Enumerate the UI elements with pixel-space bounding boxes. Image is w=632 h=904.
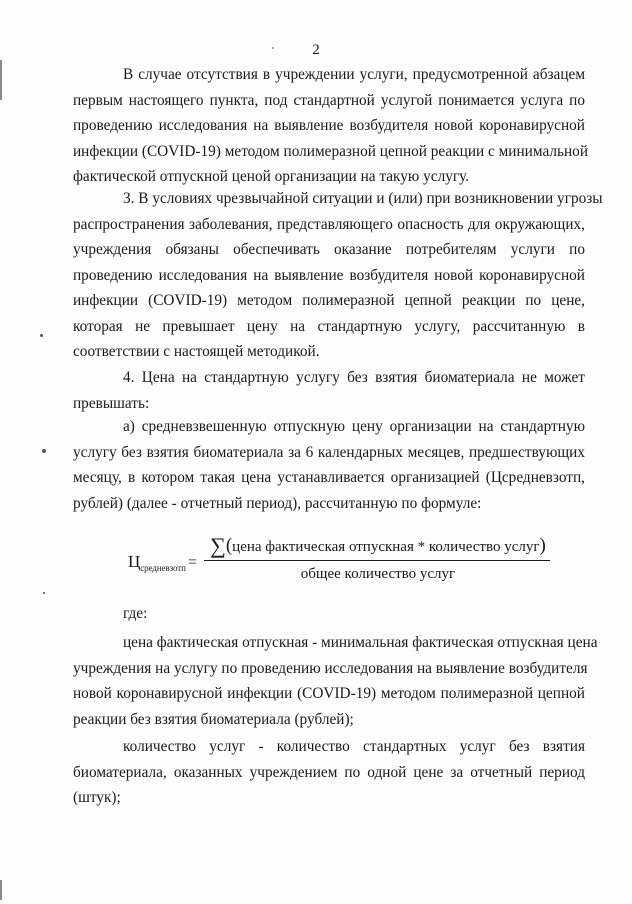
text-line: биоматериала, оказанных учреждением по одной цене за отчетный период (73, 763, 585, 781)
where-block (73, 601, 585, 627)
text-line: проведению исследования на выявление возбудителя новой коронавирусной (73, 117, 585, 134)
formula-numerator-text: цена фактическая отпускная * количество услуг (232, 539, 540, 555)
text-line: проведению исследования на выявление возбудителя новой коронавирусной (73, 266, 585, 284)
formula-denominator: общее количество услуг (300, 566, 456, 582)
paragraph-subitem-a (73, 414, 585, 516)
definition-actual-price (73, 630, 598, 732)
sigma-symbol: ∑ (210, 533, 226, 558)
text-line: услугу без взятия биоматериала за 6 календарных месяцев, предшествующих (73, 443, 585, 461)
text-line: превышать: (73, 394, 150, 412)
definition-service-count (73, 734, 585, 811)
scan-edge-mark (0, 880, 2, 900)
scan-edge-mark (0, 60, 2, 100)
text-line: цена фактическая отпускная - минимальная фактическая отпускная цена (123, 634, 598, 651)
scan-speck (43, 592, 45, 594)
text-line: рублей) (далее - отчетный период), рассчитанную по формуле: (73, 494, 482, 512)
scan-speck (40, 334, 43, 337)
text-line: 4. Цена на стандартную услугу без взятия биоматериала не может (123, 369, 585, 386)
formula-numerator: ∑(цена фактическая отпускная * количество услуг) (210, 533, 546, 558)
formula-lhs (128, 552, 186, 574)
page-number: 2 (312, 42, 320, 58)
text-line: реакции без взятия биоматериала (рублей); (73, 710, 354, 728)
text-line: инфекции (COVID-19) методом полимеразной цепной реакции с минимальной (73, 142, 588, 160)
text-line: количество услуг - количество стандартных услуг без взятия (123, 738, 585, 755)
paragraph-item-3 (73, 186, 603, 365)
text-line: новой коронавирусной инфекции (COVID-19) методом полимеразной цепной (73, 685, 585, 702)
text-line: учреждения обязаны обеспечивать оказание потребителям услуги по (73, 241, 585, 258)
price-formula (128, 532, 558, 592)
formula-subscript: средневзотп (140, 563, 186, 573)
where-label: где: (123, 605, 148, 622)
text-line: первым настоящего пункта, под стандартной услугой понимается услуга по (73, 91, 585, 109)
text-line: распространения заболевания, представляющего опасность для окружающих, (73, 215, 585, 233)
paragraph-standard-service-definition (73, 62, 588, 190)
text-line: месяцу, в котором такая цена устанавливается организацией (Цсредневзотп, (73, 469, 585, 486)
text-line: В случае отсутствия в учреждении услуги, предусмотренной абзацем (123, 66, 585, 83)
scan-speck (272, 47, 274, 49)
formula-symbol: Ц (128, 552, 141, 571)
text-line: (штук); (73, 789, 121, 806)
formula-equals: = (188, 554, 198, 571)
text-line: инфекции (COVID-19) методом полимеразной цепной реакции по цене, (73, 292, 585, 309)
text-line: фактической отпускной ценой организации на такую услугу. (73, 168, 470, 185)
text-line: учреждения на услугу по проведению исследования на выявление возбудителя (73, 659, 588, 677)
paragraph-item-4 (73, 365, 585, 416)
text-line: 3. В условиях чрезвычайной ситуации и (или) при возникновении угрозы (123, 190, 603, 207)
text-line: соответствии с настоящей методикой. (73, 343, 320, 360)
scan-speck (42, 449, 46, 453)
text-line: а) средневзвешенную отпускную цену организации на стандартную (123, 418, 585, 435)
text-line: которая не превышает цену на стандартную услугу, рассчитанную в (73, 317, 585, 335)
fraction-bar (204, 560, 550, 561)
